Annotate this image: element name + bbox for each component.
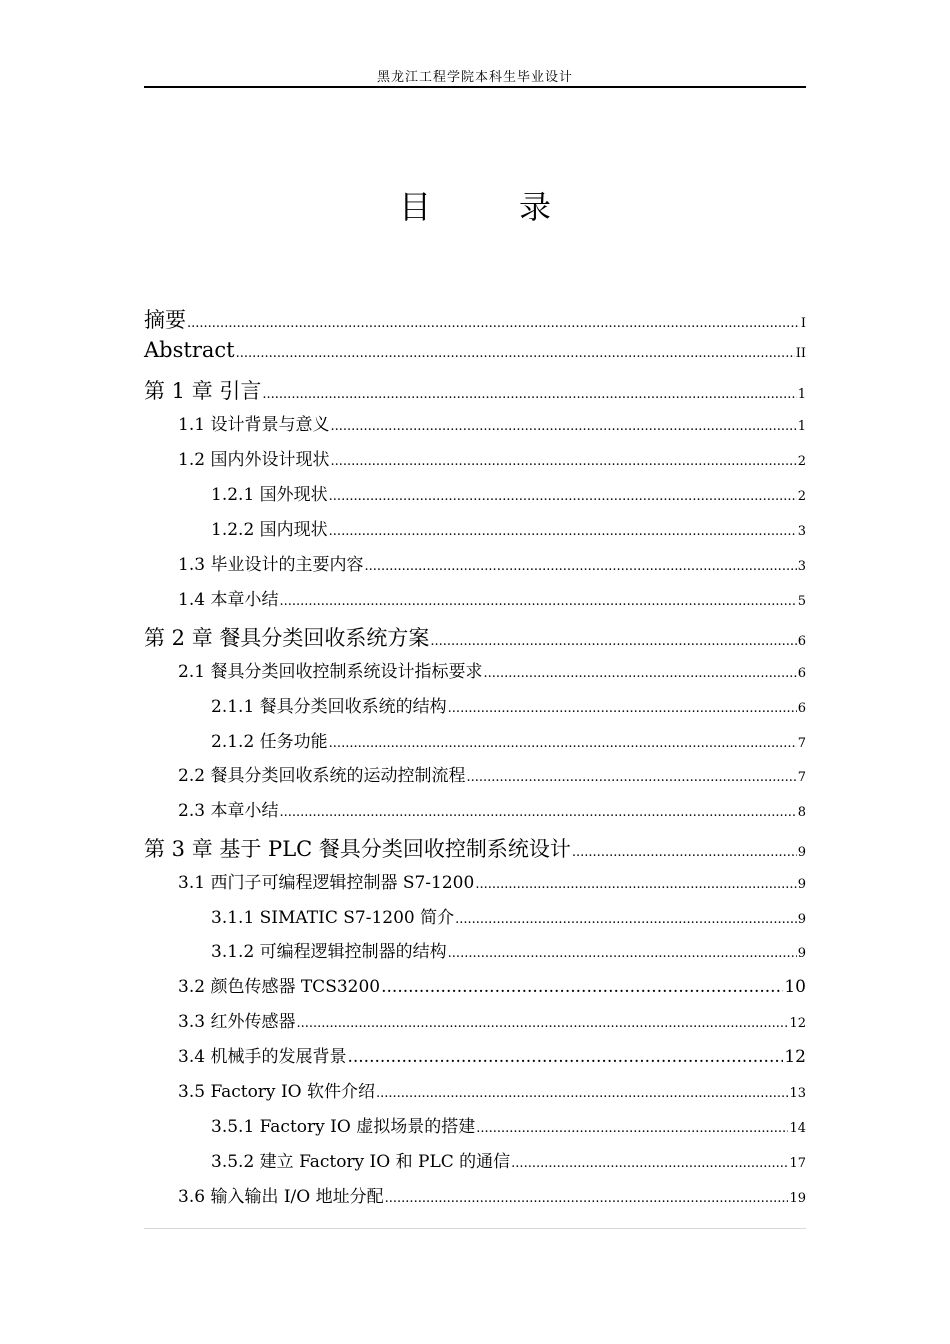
- toc-entry[interactable]: [144, 972, 806, 997]
- toc-dot-leader: [572, 845, 797, 860]
- toc-entry-label: 摘要: [144, 308, 186, 332]
- toc-page-number: 7: [797, 770, 806, 785]
- toc-entry-label: 3.1 西门子可编程逻辑控制器 S7-1200: [178, 873, 475, 893]
- toc-entry[interactable]: [144, 1077, 806, 1102]
- toc-dot-leader: [483, 666, 796, 681]
- toc-dot-leader: [329, 524, 797, 539]
- toc-page-number: 6: [797, 634, 806, 649]
- toc-page-number: 1: [797, 387, 806, 402]
- toc-dot-leader: [381, 977, 783, 997]
- toc-dot-leader: [347, 1047, 783, 1067]
- toc-dot-leader: [330, 419, 796, 434]
- toc-entry-label: 3.3 红外传感器: [178, 1012, 296, 1032]
- toc-entry-label: 3.5 Factory IO 软件介绍: [178, 1082, 375, 1102]
- toc-entry[interactable]: [144, 1182, 806, 1207]
- toc-page-number: II: [795, 346, 806, 361]
- toc-entry[interactable]: [144, 657, 806, 682]
- toc-entry[interactable]: [144, 937, 806, 962]
- toc-entry-label: 2.1 餐具分类回收控制系统设计指标要求: [178, 662, 483, 682]
- toc-dot-leader: [448, 946, 797, 961]
- toc-entry-label: 2.1.2 任务功能: [211, 732, 328, 752]
- toc-page-number: 19: [789, 1191, 806, 1206]
- toc-dot-leader: [279, 594, 796, 609]
- toc-entry[interactable]: [144, 585, 806, 610]
- toc-page-number: 6: [797, 701, 806, 716]
- toc-entry[interactable]: [144, 761, 806, 786]
- toc-entry-label: 第 1 章 引言: [144, 379, 262, 403]
- running-header: 黑龙江工程学院本科生毕业设计: [376, 70, 573, 85]
- toc-dot-leader: [279, 805, 796, 820]
- toc-entry[interactable]: [144, 1147, 806, 1172]
- footer-rule: [144, 1228, 806, 1229]
- toc-entry-label: 3.5.1 Factory IO 虚拟场景的搭建: [211, 1117, 476, 1137]
- toc-entry-label: 3.4 机械手的发展背景: [178, 1047, 347, 1067]
- toc-page-number: 12: [789, 1016, 806, 1031]
- toc-entry[interactable]: [144, 515, 806, 540]
- toc-entry-label: 1.4 本章小结: [178, 590, 279, 610]
- toc-entry-label: 2.3 本章小结: [178, 801, 279, 821]
- toc-entry-label: Abstract: [144, 338, 235, 362]
- toc-entry-label: 1.1 设计背景与意义: [178, 415, 330, 435]
- toc-page-number: 10: [784, 977, 806, 997]
- toc-dot-leader: [330, 454, 796, 469]
- toc-entry[interactable]: [144, 1042, 806, 1067]
- toc-entry[interactable]: [144, 796, 806, 821]
- toc-page-number: I: [800, 316, 806, 331]
- toc-page-number: 9: [797, 877, 806, 892]
- toc-entry-label: 第 3 章 基于 PLC 餐具分类回收控制系统设计: [144, 837, 571, 861]
- toc-entry-label: 1.2 国内外设计现状: [178, 450, 330, 470]
- toc-dot-leader: [511, 1156, 788, 1171]
- toc-entry[interactable]: [144, 1007, 806, 1032]
- toc-dot-leader: [430, 634, 796, 649]
- toc-entry-label: 3.6 输入输出 I/O 地址分配: [178, 1187, 384, 1207]
- toc-dot-leader: [475, 877, 796, 892]
- toc-entry[interactable]: [144, 304, 806, 334]
- toc-page-number: 1: [797, 419, 806, 434]
- toc-page-number: 14: [789, 1121, 806, 1136]
- toc-dot-leader: [476, 1121, 788, 1136]
- toc-page-number: 17: [789, 1156, 806, 1171]
- toc-page-number: 12: [784, 1047, 806, 1067]
- toc-dot-leader: [329, 489, 797, 504]
- toc-dot-leader: [296, 1016, 788, 1031]
- toc-page-number: 5: [797, 594, 806, 609]
- toc-page-number: 13: [789, 1086, 806, 1101]
- toc-entry[interactable]: [144, 727, 806, 752]
- toc-entry[interactable]: [144, 445, 806, 470]
- toc-entry-label: 3.5.2 建立 Factory IO 和 PLC 的通信: [211, 1152, 511, 1172]
- toc-dot-leader: [466, 770, 796, 785]
- toc-page-number: 7: [797, 736, 806, 751]
- page-title: 目 录: [398, 188, 579, 226]
- toc-page-number: 3: [797, 559, 806, 574]
- header-rule: [144, 86, 806, 88]
- toc-page-number: 9: [797, 946, 806, 961]
- toc-dot-leader: [364, 559, 796, 574]
- toc-page-number: 3: [797, 524, 806, 539]
- toc-entry[interactable]: [144, 375, 806, 405]
- toc-page-number: 9: [797, 845, 806, 860]
- toc-entry[interactable]: [144, 480, 806, 505]
- toc-entry-label: 3.1.1 SIMATIC S7-1200 简介: [211, 908, 455, 928]
- toc-page-number: 2: [797, 454, 806, 469]
- toc-dot-leader: [385, 1191, 789, 1206]
- toc-dot-leader: [187, 316, 800, 331]
- toc-entry[interactable]: [144, 903, 806, 928]
- toc-dot-leader: [262, 387, 796, 402]
- toc-entry-label: 1.2.1 国外现状: [211, 485, 328, 505]
- toc-entry-label: 2.2 餐具分类回收系统的运动控制流程: [178, 766, 466, 786]
- toc-entry-label: 1.3 毕业设计的主要内容: [178, 555, 364, 575]
- toc-page-number: 2: [797, 489, 806, 504]
- toc-entry-label: 第 2 章 餐具分类回收系统方案: [144, 626, 430, 650]
- toc-entry-label: 1.2.2 国内现状: [211, 520, 328, 540]
- toc-page-number: 9: [797, 912, 806, 927]
- toc-entry[interactable]: [144, 338, 806, 362]
- toc-dot-leader: [448, 701, 797, 716]
- toc-entry-label: 3.1.2 可编程逻辑控制器的结构: [211, 942, 447, 962]
- toc-entry[interactable]: [144, 692, 806, 717]
- toc-dot-leader: [236, 346, 795, 361]
- toc-entry[interactable]: [144, 833, 806, 863]
- toc-entry[interactable]: [144, 1112, 806, 1137]
- toc-entry[interactable]: [144, 410, 806, 435]
- toc-dot-leader: [455, 912, 797, 927]
- toc-page-number: 8: [797, 805, 806, 820]
- toc-dot-leader: [376, 1086, 788, 1101]
- toc-page-number: 6: [797, 666, 806, 681]
- toc-entry[interactable]: [144, 868, 806, 893]
- toc-entry[interactable]: [144, 622, 806, 652]
- toc-dot-leader: [329, 736, 797, 751]
- toc-entry[interactable]: [144, 550, 806, 575]
- toc-entry-label: 3.2 颜色传感器 TCS3200: [178, 977, 381, 997]
- toc-entry-label: 2.1.1 餐具分类回收系统的结构: [211, 697, 447, 717]
